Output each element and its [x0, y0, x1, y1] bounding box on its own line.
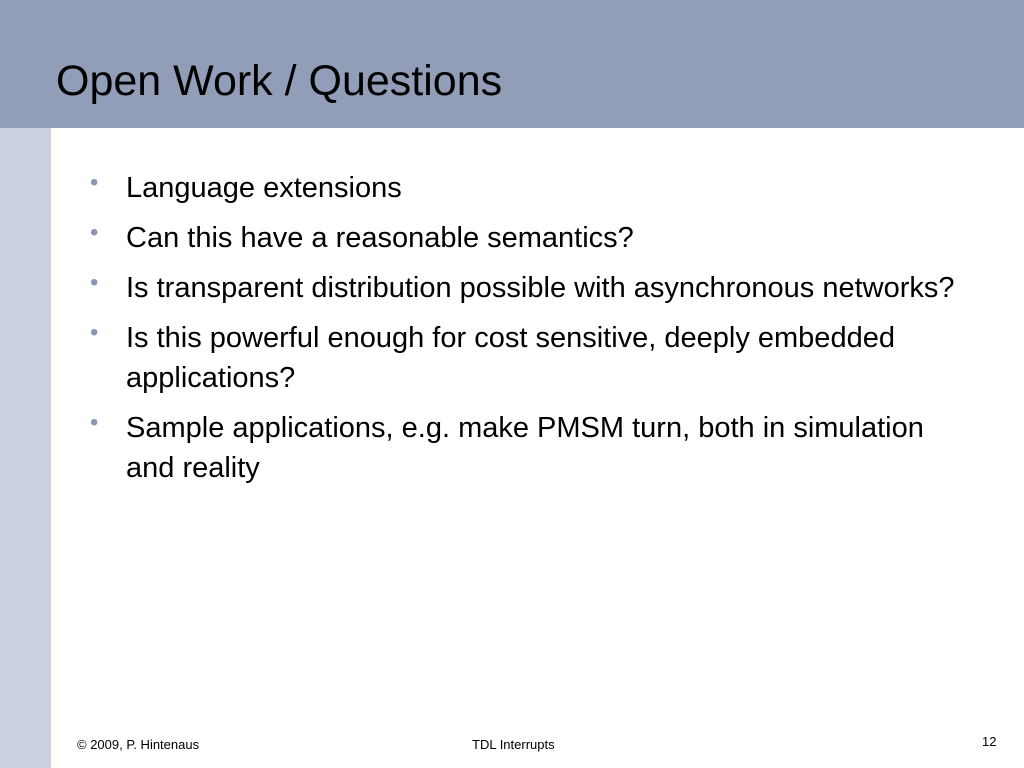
bullet-text: Sample applications, e.g. make PMSM turn, both in simulation and reality	[126, 412, 924, 484]
bullet-item	[89, 168, 969, 208]
slide-title: Open Work / Questions	[56, 57, 503, 105]
left-sidebar-band	[0, 128, 51, 768]
bullet-dot-icon: •	[90, 319, 99, 346]
bullet-dot-icon: •	[90, 219, 99, 246]
bullet-item	[89, 218, 969, 258]
bullet-dot-icon: •	[90, 269, 99, 296]
bullet-dot-icon: •	[90, 169, 99, 196]
page-number: 12	[982, 734, 997, 749]
bullet-item	[89, 318, 969, 398]
bullet-dot-icon: •	[90, 409, 99, 436]
bullet-text: Is this powerful enough for cost sensitive, deeply embedded applications?	[126, 322, 895, 394]
bullet-list	[89, 168, 969, 498]
bullet-text: Can this have a reasonable semantics?	[126, 222, 634, 254]
footer-copyright: © 2009, P. Hintenaus	[77, 737, 200, 752]
footer-title: TDL Interrupts	[472, 737, 555, 752]
bullet-item	[89, 268, 969, 308]
bullet-item	[89, 408, 969, 488]
bullet-text: Language extensions	[126, 172, 402, 204]
bullet-text: Is transparent distribution possible with asynchronous networks?	[126, 272, 955, 304]
